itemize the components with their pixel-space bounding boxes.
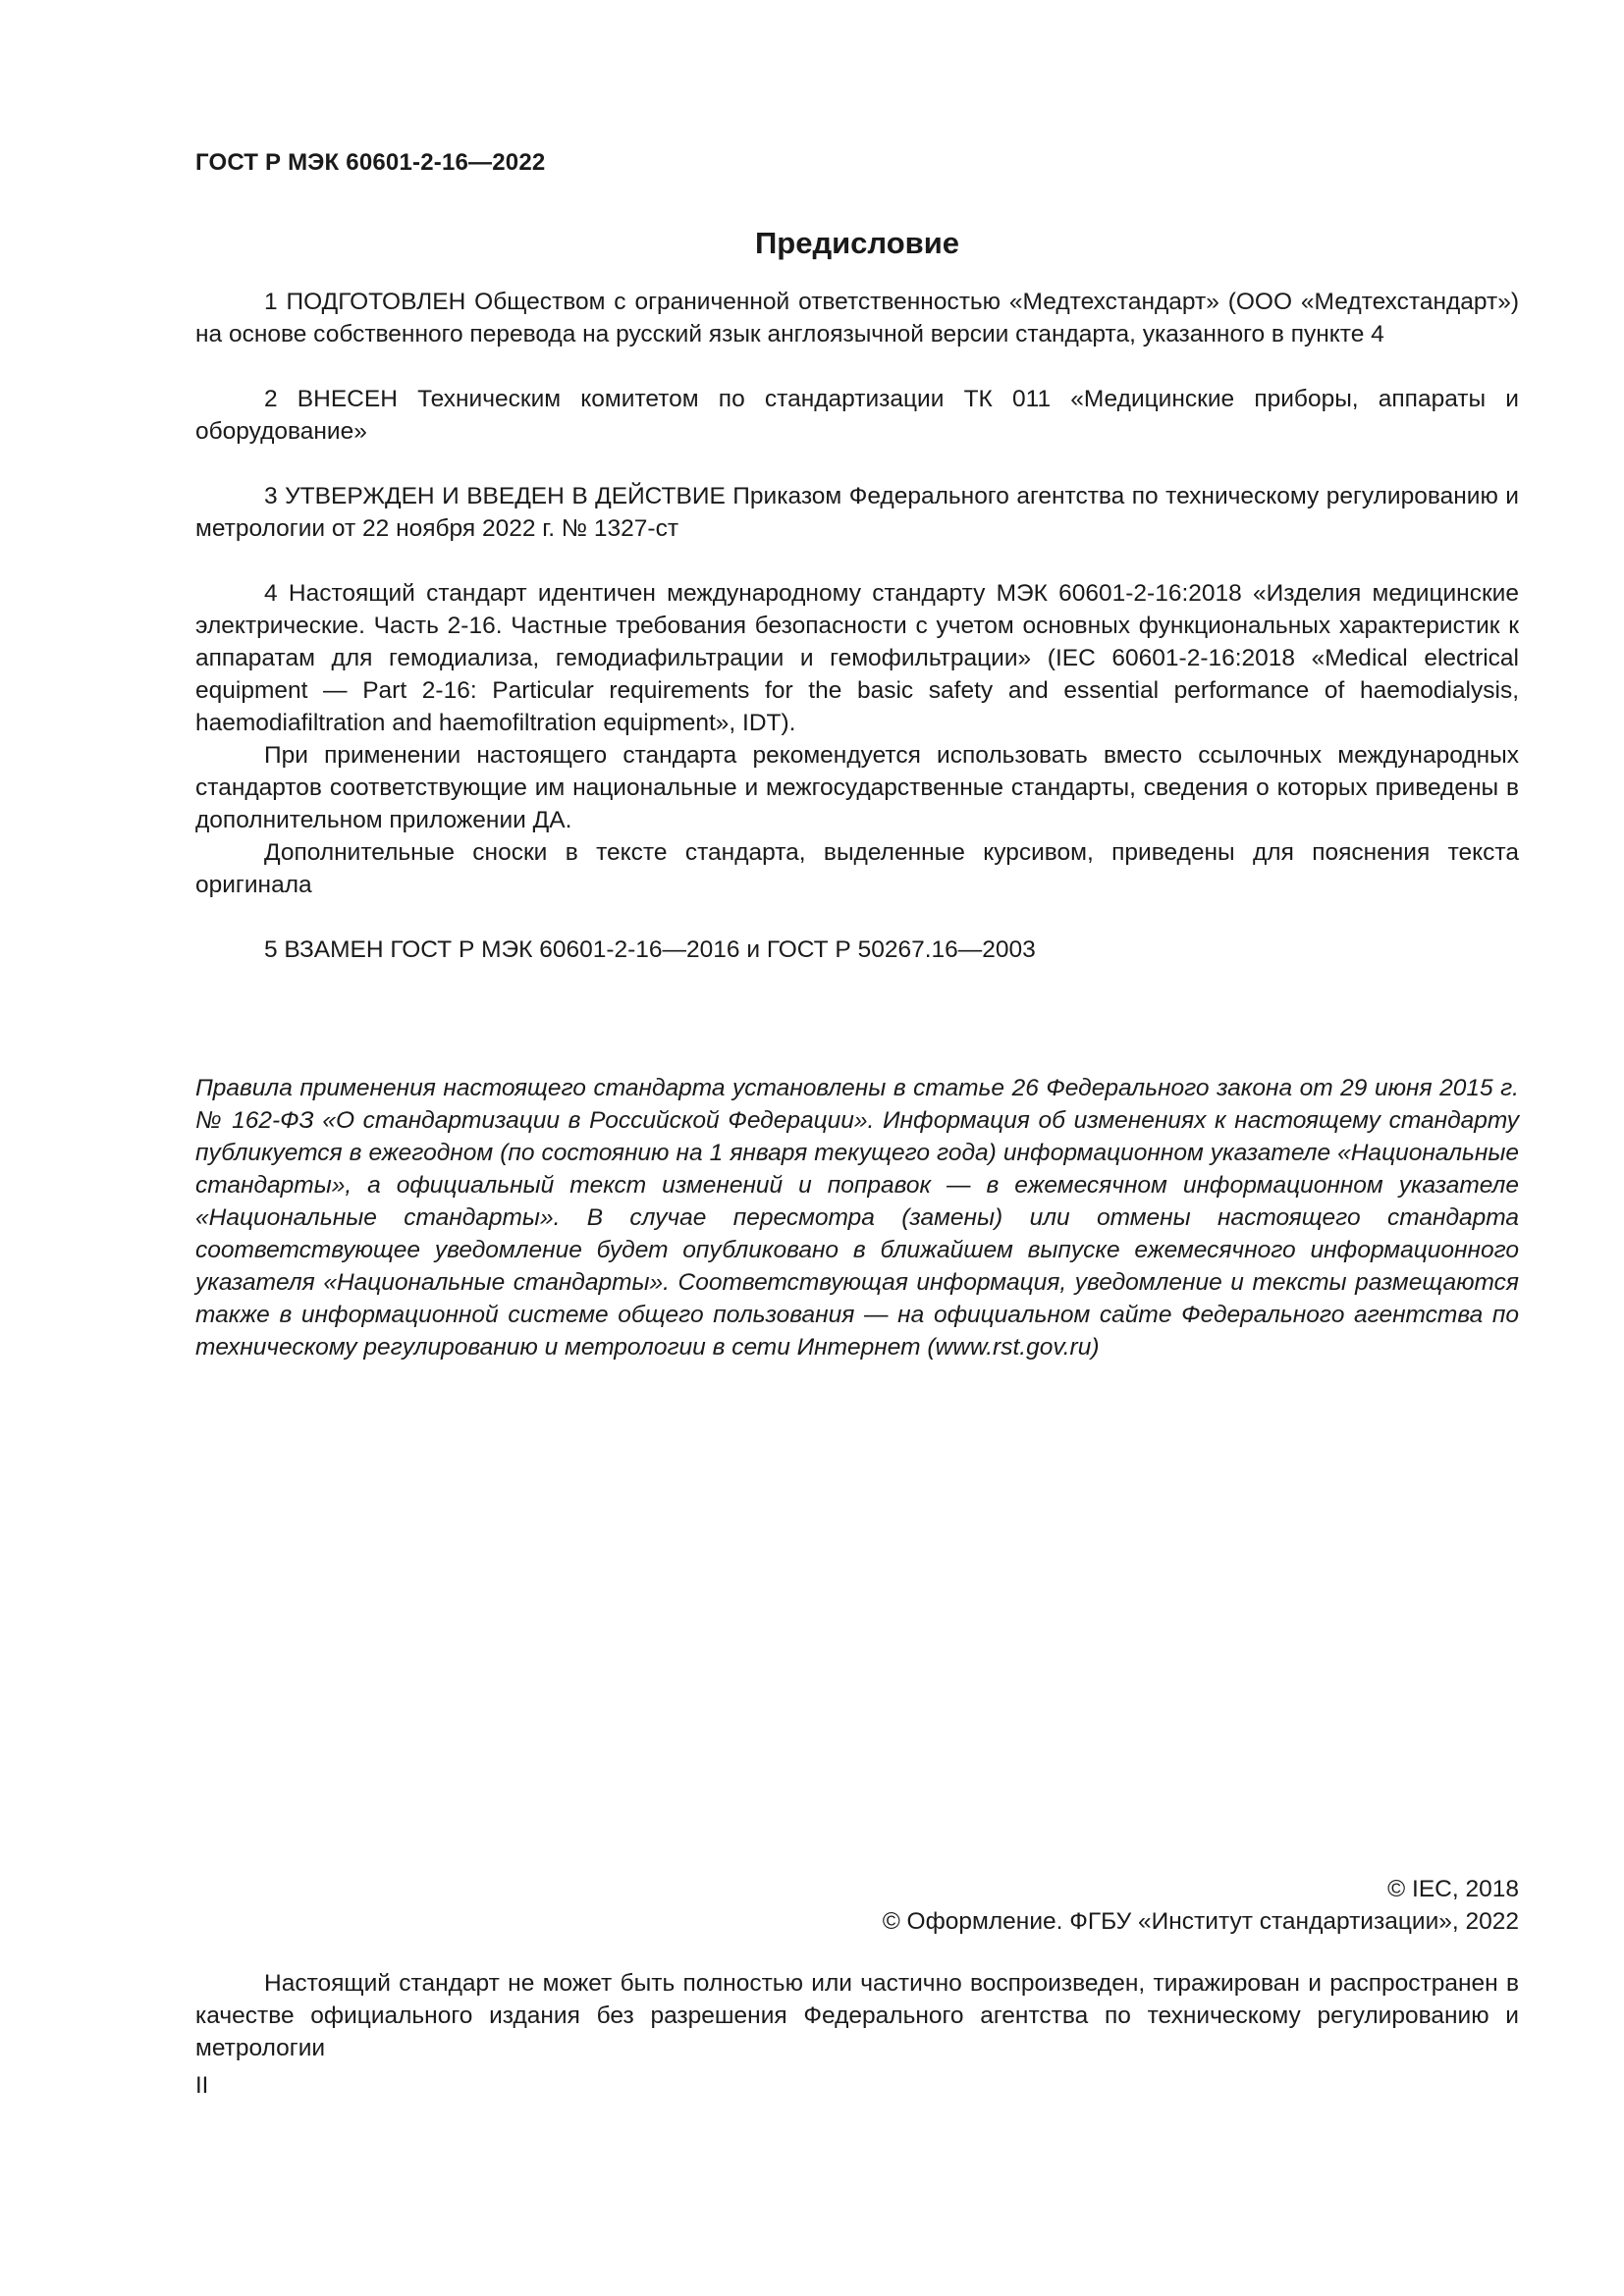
copyright-block: [195, 1873, 1519, 1938]
paragraph-references: При применении настоящего стандарта рекомендуется использовать вместо ссылочных международных стандартов соответствующие им национальные и межгосударственные стандарты, сведения о которых приведены в дополнительном приложении ДА.: [195, 742, 1519, 833]
foreword-body: [195, 286, 1519, 966]
copyright-design: © Оформление. ФГБУ «Институт стандартизации», 2022: [882, 1908, 1519, 1935]
paragraph-introduced: 2 ВНЕСЕН Техническим комитетом по стандартизации ТК 011 «Медицинские приборы, аппараты и оборудование»: [195, 386, 1519, 445]
page-number: II: [195, 2072, 209, 2099]
document-code: ГОСТ Р МЭК 60601-2-16—2022: [195, 149, 546, 176]
page-title: Предисловие: [754, 226, 959, 260]
paragraph-footnotes: Дополнительные сноски в тексте стандарта, выделенные курсивом, приведены для пояснения текста оригинала: [195, 839, 1519, 898]
paragraph-replaces: 5 ВЗАМЕН ГОСТ Р МЭК 60601-2-16—2016 и ГОСТ Р 50267.16—2003: [264, 936, 1036, 963]
application-rules-notice: Правила применения настоящего стандарта установлены в статье 26 Федерального закона от 29 июня 2015 г. № 162-ФЗ «О стандартизации в Российской Федерации». Информация об изменениях к настоящему стандарту публикуется в ежегодном (по состоянию на 1 января текущего года) информационном указателе «Национальные стандарты», а официальный текст изменений и поправок — в ежемесячном информационном указателе «Национальные стандарты». В случае пересмотра (замены) или отмены настоящего стандарта соответствующее уведомление будет опубликовано в ближайшем выпуске ежемесячного информационного указателя «Национальные стандарты». Соответствующая информация, уведомление и тексты размещаются также в информационной системе общего пользования — на официальном сайте Федерального агентства по техническому регулированию и метрологии в сети Интернет (www.rst.gov.ru): [195, 1075, 1519, 1361]
paragraph-prepared: 1 ПОДГОТОВЛЕН Обществом с ограниченной ответственностью «Медтехстандарт» (ООО «Медтехстандарт») на основе собственного перевода на русский язык англоязычной версии стандарта, указанного в пункте 4: [195, 289, 1519, 347]
paragraph-identical: 4 Настоящий стандарт идентичен международному стандарту МЭК 60601-2-16:2018 «Изделия медицинские электрические. Часть 2-16. Частные требования безопасности с учетом основных функциональных характеристик к аппаратам для гемодиализа, гемодиафильтрации и гемофильтрации» (IEC 60601-2-16:2018 «Medical electrical equipment — Part 2-16: Particular requirements for the basic safety and essential performance of haemodialysis, haemodiafiltration and haemofiltration equipment», IDT).: [195, 580, 1519, 736]
reproduction-notice: Настоящий стандарт не может быть полностью или частично воспроизведен, тиражирован и распространен в качестве официального издания без разрешения Федерального агентства по техническому регулированию и метрологии: [195, 1970, 1519, 2061]
copyright-iec: © IEC, 2018: [1387, 1876, 1519, 1902]
paragraph-approved: 3 УТВЕРЖДЕН И ВВЕДЕН В ДЕЙСТВИЕ Приказом Федерального агентства по техническому регулированию и метрологии от 22 ноября 2022 г. № 1327-ст: [195, 483, 1519, 542]
